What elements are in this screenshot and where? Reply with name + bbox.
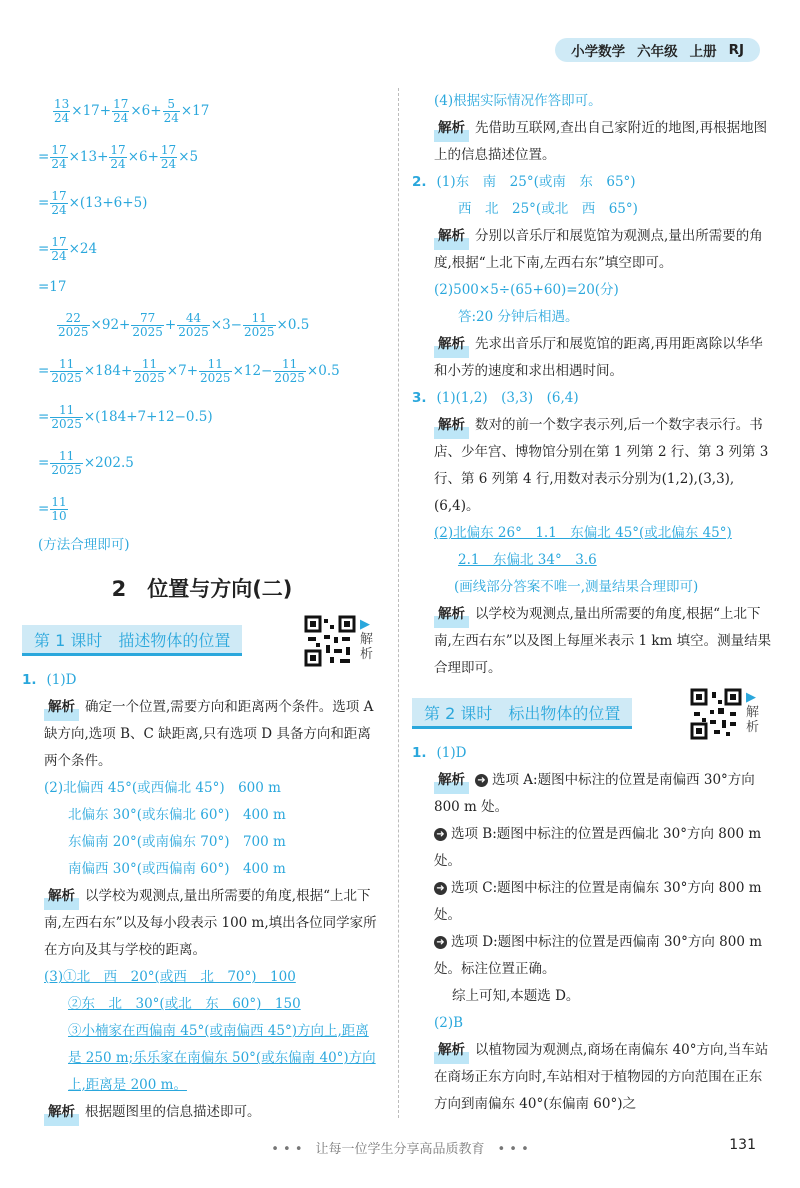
l2-explanation-2: 解析 以植物园为观测点,商场在南偏东 40°方向,当车站在商场正东方向时,车站相对于植物园的方向范围在正东方向到南偏东 40°(东偏南 60°)之 [412, 1037, 772, 1118]
jiexi-label: 解析 [434, 412, 469, 439]
question-2-1a: 2. (1)东 南 25°(或南 东 65°) [412, 174, 636, 190]
equation-line: =17 [38, 279, 67, 295]
arrow-icon: ➜ [434, 828, 447, 841]
lesson-title: 第 1 课时 描述物体的位置 [22, 625, 242, 656]
qr-code-icon[interactable] [690, 688, 744, 742]
l2-question-1-1: 1. (1)D [412, 745, 467, 761]
section-title: 2 位置与方向(二) [111, 577, 293, 601]
play-icon: ▶ [746, 690, 756, 705]
right-column [412, 88, 772, 1118]
answer-1-2c: 东偏南 20°(或南偏东 70°) 700 m [68, 834, 286, 850]
answer-2-1b: 西 北 25°(或北 西 65°) [458, 201, 638, 217]
equation-line: = $\frac{11}{2025}$ ×(184+7+12−0.5) [38, 402, 213, 431]
left-column [22, 88, 382, 1126]
answer-1-2a: (2)北偏西 45°(或西偏北 45°) 600 m [44, 780, 281, 796]
l2-option-d: ➜ 选项 D:题图中标注的位置是西偏南 30°方向 800 m 处。标注位置正确。 [434, 934, 763, 977]
equation-line: $\frac{22}{2025}$ ×92+ $\frac{77}{2025}$ + $\frac{44}{2025}$ ×3− $\frac{11}{2025}$ ×0.5 [58, 310, 310, 339]
explanation-7: 解析 数对的前一个数字表示列,后一个数字表示行。书店、少年宫、博物馆分别在第 1 列第 2 行、第 3 列第 3 行、第 6 列第 4 行,用数对表示分别为(1,2),(3,3),(6,4)。 [412, 412, 772, 520]
answer-1-2b: 北偏东 30°(或东偏北 60°) 400 m [68, 807, 286, 823]
answer-1-3a: (3)①北 西 20°(或西 北 70°) 100 [44, 969, 296, 985]
l2-answer-2: (2)B [434, 1015, 464, 1031]
jiexi-label: 解析 [434, 331, 469, 358]
lesson-header [412, 686, 772, 738]
explanation-3: 解析 根据题图里的信息描述即可。 [22, 1099, 382, 1126]
header-edition: RJ [728, 42, 744, 58]
explanation-2: 解析 以学校为观测点,量出所需要的角度,根据“上北下南,左西右东”以及每小段表示 100 m,填出各位同学家所在方向及其与学校的距离。 [22, 883, 382, 964]
equation-line: = $\frac{11}{10}$ [38, 494, 67, 523]
explanation-5: 解析 分别以音乐厅和展览馆为观测点,量出所需要的角度,根据“上北下南,左西右东”填空即可。 [412, 223, 772, 277]
answer-2-2b: 答:20 分钟后相遇。 [458, 309, 579, 325]
jiexi-label: 解析 [434, 223, 469, 250]
arrow-icon: ➜ [434, 936, 447, 949]
answer-2-2a: (2)500×5÷(65+60)=20(分) [434, 282, 619, 298]
lesson-header [22, 613, 382, 665]
equation-line: = $\frac{11}{2025}$ ×202.5 [38, 448, 134, 477]
explanation-4: 解析 先借助互联网,查出自己家附近的地图,再根据地图上的信息描述位置。 [412, 115, 772, 169]
qr-code-icon[interactable] [304, 615, 358, 669]
jiexi-label: 解析 [434, 1037, 469, 1064]
explanation-8: 解析 以学校为观测点,量出所需要的角度,根据“上北下南,左西右东”以及图上每厘米表示 1 km 填空。测量结果合理即可。 [412, 601, 772, 682]
answer-1-4: (4)根据实际情况作答即可。 [434, 93, 602, 109]
column-divider [398, 88, 399, 1118]
l2-option-a: 解析 ➜ 选项 A:题图中标注的位置是南偏西 30°方向 800 m 处。 [412, 767, 772, 821]
header-subject: 小学数学 [571, 44, 626, 60]
arrow-icon: ➜ [434, 882, 447, 895]
equation-line: = $\frac{11}{2025}$ ×184+ $\frac{11}{2025}$ ×7+ $\frac{11}{2025}$ ×12− $\frac{11}{2025}$ ×0.5 [38, 356, 340, 385]
l2-option-c: ➜ 选项 C:题图中标注的位置是南偏东 30°方向 800 m 处。 [434, 880, 762, 923]
question-3-1: 3. (1)(1,2) (3,3) (6,4) [412, 390, 579, 406]
equation-line: = $\frac{17}{24}$ ×(13+6+5) [38, 188, 148, 217]
answer-1-2d: 南偏西 30°(或西偏南 60°) 400 m [68, 861, 286, 877]
answer-3-2c: (画线部分答案不唯一,测量结果合理即可) [454, 579, 699, 595]
equation-line: = $\frac{17}{24}$ ×24 [38, 234, 98, 263]
header-grade: 六年级 [637, 44, 678, 60]
jiexi-side-label: ▶ 解析 [746, 690, 760, 735]
explanation-6: 解析 先求出音乐厅和展览馆的距离,再用距离除以华华和小芳的速度和求出相遇时间。 [412, 331, 772, 385]
lesson-title: 第 2 课时 标出物体的位置 [412, 698, 632, 729]
jiexi-label: 解析 [44, 883, 79, 910]
answer-3-2b: 2.1 东偏北 34° 3.6 [458, 552, 597, 568]
header-volume: 上册 [689, 44, 717, 60]
method-note: (方法合理即可) [38, 537, 130, 553]
l2-conclusion: 综上可知,本题选 D。 [452, 988, 580, 1004]
header-bar [555, 38, 760, 62]
jiexi-label: 解析 [434, 115, 469, 142]
l2-option-b: ➜ 选项 B:题图中标注的位置是西偏北 30°方向 800 m 处。 [434, 826, 762, 869]
equation-line: $\frac{13}{24}$ ×17+ $\frac{17}{24}$ ×6+ $\frac{5}{24}$ ×17 [54, 96, 210, 125]
answer-3-2a: (2)北偏东 26° 1.1 东偏北 45°(或北偏东 45°) [434, 525, 732, 541]
jiexi-label: 解析 [44, 694, 79, 721]
answer-1-3c: ③小楠家在西偏南 45°(或南偏西 45°)方向上,距离是 250 m;乐乐家在南偏东 50°(或东偏南 40°)方向上,距离是 200 m。 [68, 1023, 376, 1093]
answer-1-3b: ②东 北 30°(或北 东 60°) 150 [68, 996, 301, 1012]
page-number: 131 [729, 1137, 756, 1153]
jiexi-label: 解析 [434, 601, 469, 628]
footer-slogan: • • • 让每一位学生分享高品质教育 • • • [271, 1142, 529, 1157]
jiexi-label: 解析 [434, 767, 469, 794]
question-1-1: 1. (1)D [22, 672, 77, 688]
arrow-icon: ➜ [475, 774, 488, 787]
play-icon: ▶ [360, 617, 370, 632]
explanation-1: 解析 确定一个位置,需要方向和距离两个条件。选项 A 缺方向,选项 B、C 缺距离,只有选项 D 具备方向和距离两个条件。 [22, 694, 382, 775]
equation-line: = $\frac{17}{24}$ ×13+ $\frac{17}{24}$ ×6+ $\frac{17}{24}$ ×5 [38, 142, 199, 171]
jiexi-side-label: ▶ 解析 [360, 617, 374, 662]
jiexi-label: 解析 [44, 1099, 79, 1126]
